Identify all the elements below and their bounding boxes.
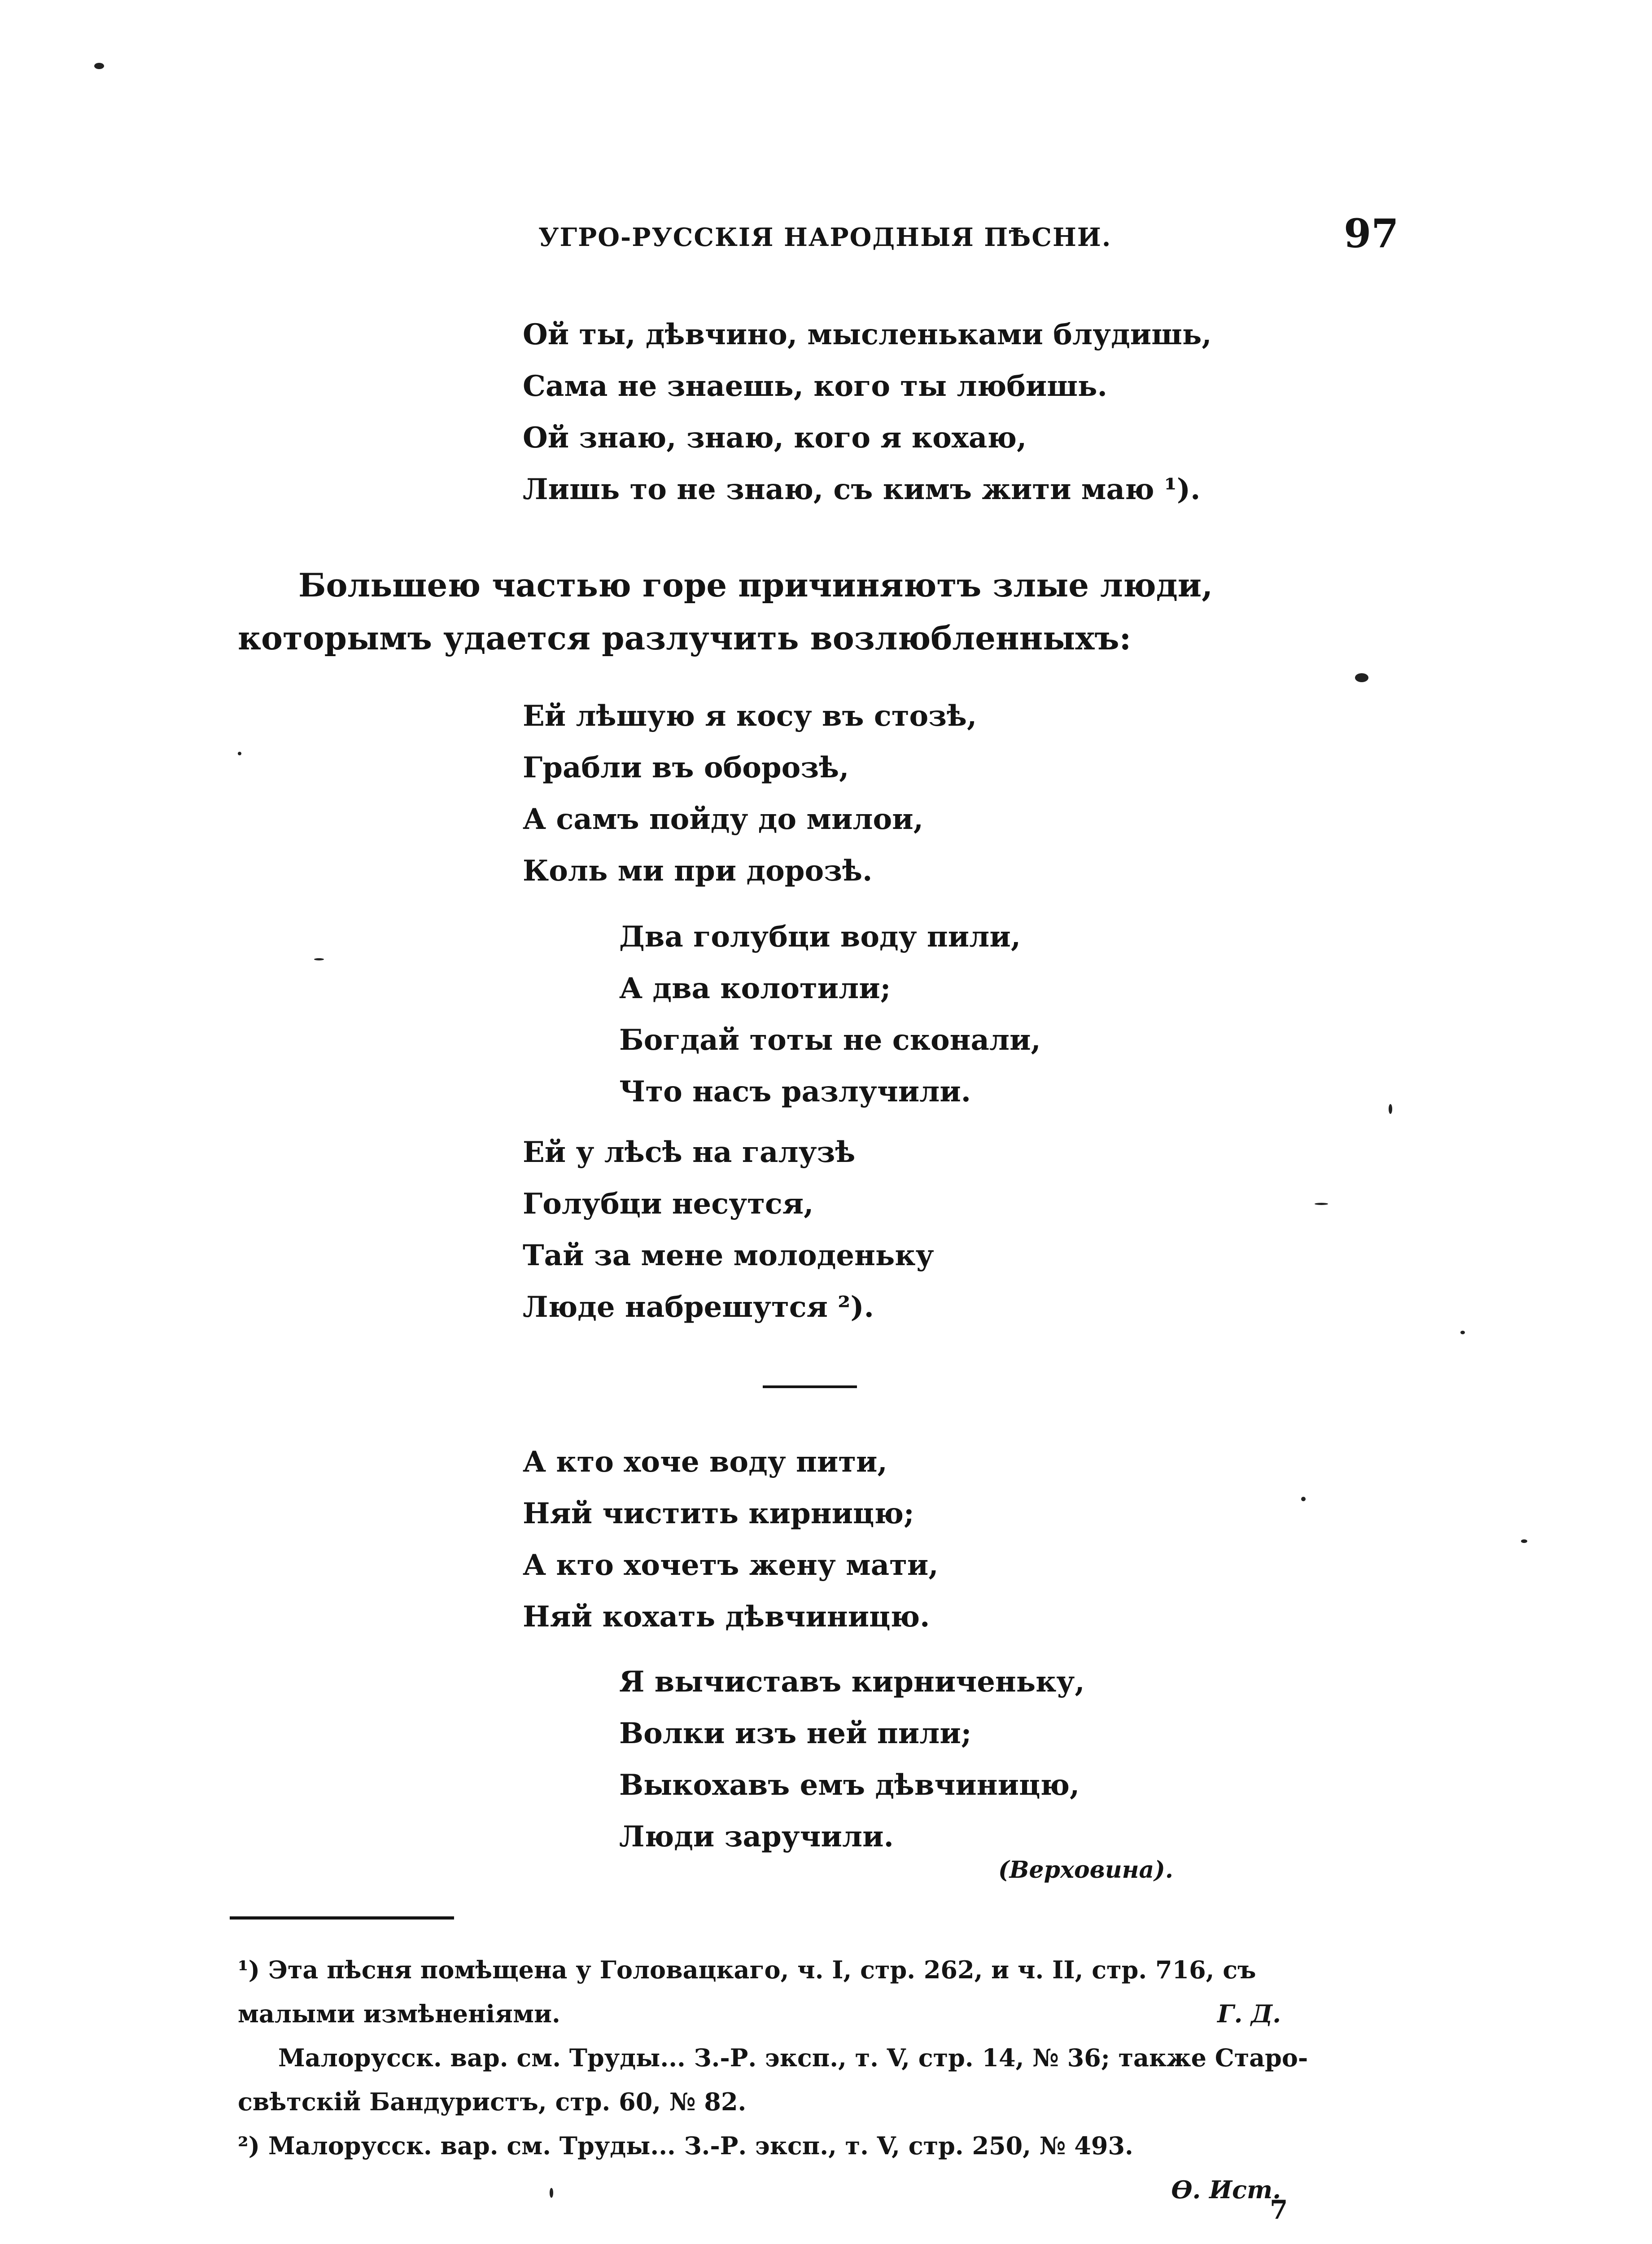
- verse-line: Тай за мене молоденьку: [523, 1239, 934, 1272]
- prose-paragraph: Большею частью горе причиняютъ злые люди, которымъ удается разлучить возлюбленныхъ:: [238, 566, 1213, 657]
- verse-line: А кто хочетъ жену мати,: [523, 1548, 939, 1582]
- verse-line: Коль ми при дорозѣ.: [523, 854, 873, 888]
- ink-speck: [1521, 1539, 1527, 1543]
- verse-line: Люде набрешутся ²).: [523, 1290, 874, 1324]
- printer-signature-mark: 7: [1270, 2195, 1288, 2225]
- verse-line: Ой ты, дѣвчино, мысленьками блудишь,: [523, 318, 1212, 351]
- verse-line: Няй кохать дѣвчиницю.: [523, 1600, 930, 1634]
- verse-line: Волки изъ ней пили;: [619, 1717, 972, 1750]
- verse-line: Что насъ разлучили.: [619, 1075, 971, 1109]
- verse-line: Няй чистить кирницю;: [523, 1497, 914, 1530]
- footnote-1-line-1: ¹) Эта пѣсня помѣщена у Головацкаго, ч. I, стр. 262, и ч. II, стр. 716, съ: [238, 1955, 1256, 1984]
- verse-line: Голубци несутся,: [523, 1187, 814, 1221]
- verse-line: А кто хоче воду пити,: [523, 1445, 887, 1479]
- verse-line: Ой знаю, знаю, кого я кохаю,: [523, 421, 1027, 455]
- footnote-1-signature: Г. Д.: [1217, 1999, 1281, 2028]
- ink-speck: [94, 63, 104, 69]
- verse-line: Сама не знаешь, кого ты любишь.: [523, 369, 1107, 403]
- verse-stanza-1: [523, 309, 1212, 515]
- verse-line: Выкохавъ емъ дѣвчиницю,: [619, 1768, 1080, 1802]
- running-title: УГРО-РУССКІЯ НАРОДНЫЯ ПѢСНИ.: [538, 223, 1112, 252]
- footnote-separator-rule: [230, 1916, 454, 1920]
- section-divider-rule: [763, 1385, 857, 1388]
- verse-line: Богдай тоты не сконали,: [619, 1023, 1041, 1057]
- verse-line: Лишь то не знаю, съ кимъ жити маю ¹).: [523, 473, 1201, 506]
- footnote-1-line-2: [238, 1992, 1386, 2036]
- verse-line: Грабли въ оборозѣ,: [523, 751, 849, 785]
- ink-speck: [238, 752, 241, 755]
- ink-speck: [550, 2188, 553, 2198]
- ink-speck: [314, 958, 324, 960]
- footnote-2-line-1: ²) Малорусск. вар. см. Труды... З.-Р. эксп., т. V, стр. 250, № 493.: [238, 2131, 1133, 2160]
- verse-line: А самъ пойду до милои,: [523, 802, 923, 836]
- verse-stanza-2c: [523, 1126, 934, 1333]
- verse-line: Два голубци воду пили,: [619, 920, 1021, 954]
- verse-stanza-2a: [523, 690, 977, 897]
- ink-speck: [1460, 1331, 1465, 1334]
- verse-stanza-3b: [619, 1656, 1085, 1863]
- ink-speck: [1355, 673, 1368, 682]
- footnote-1b-line-1: Малорусск. вар. см. Труды... З.-Р. эксп., т. V, стр. 14, № 36; также Старо-: [278, 2043, 1308, 2072]
- ink-speck: [1301, 1497, 1306, 1501]
- footnote-2-signature: Ѳ. Ист.: [1171, 2175, 1281, 2204]
- page-number: 97: [1344, 210, 1399, 257]
- verse-stanza-3a: [523, 1436, 939, 1643]
- verse-line: Ей у лѣсѣ на галузѣ: [523, 1135, 856, 1169]
- source-note: (Верховина).: [998, 1856, 1173, 1884]
- footnotes-block: [238, 1948, 1386, 2212]
- verse-line: Я вычиставъ кирниченьку,: [619, 1665, 1085, 1699]
- verse-line: Люди заручили.: [619, 1820, 894, 1854]
- footnote-1b-line-2: свѣтскій Бандуристъ, стр. 60, № 82.: [238, 2087, 747, 2116]
- ink-speck: [1389, 1104, 1392, 1114]
- verse-line: Ей лѣшую я косу въ стозѣ,: [523, 699, 977, 733]
- ink-speck: [1315, 1203, 1328, 1205]
- verse-line: А два колотили;: [619, 972, 891, 1005]
- verse-stanza-2b: [619, 911, 1041, 1118]
- page-header: [0, 210, 1652, 259]
- footnote-1-text: малыми измѣненіями.: [238, 1999, 560, 2028]
